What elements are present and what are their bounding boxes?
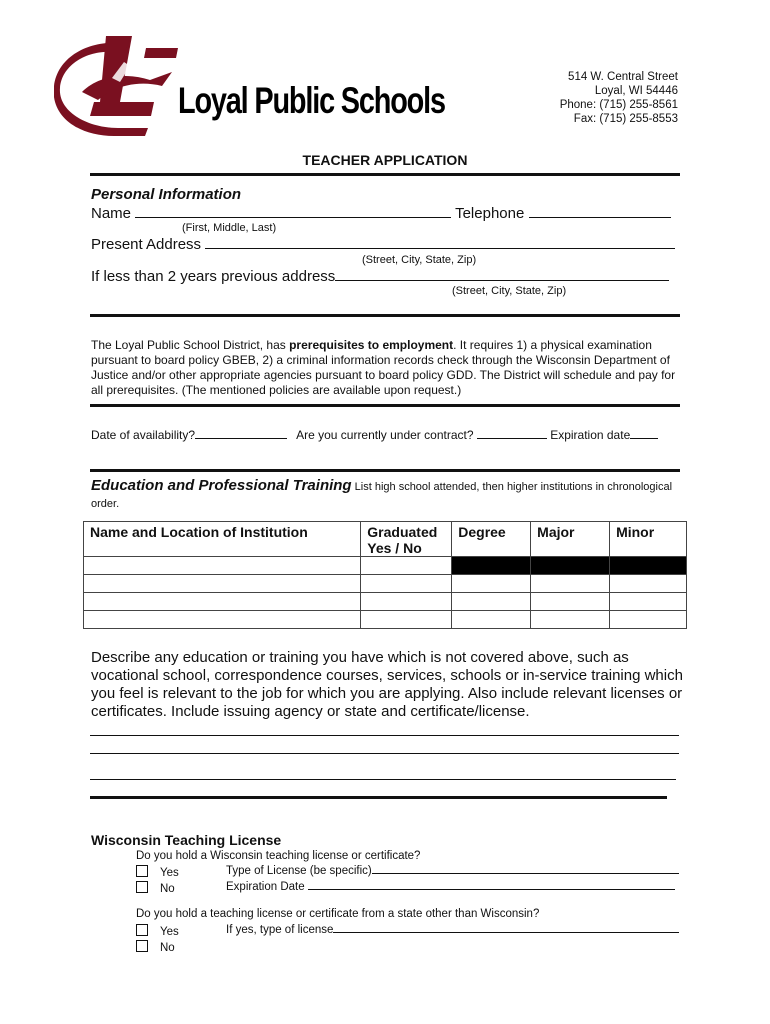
address-field[interactable] (205, 248, 675, 249)
col-major: Major (531, 522, 610, 557)
yes-label: Yes (160, 867, 179, 879)
table-cell[interactable] (84, 611, 361, 629)
describe-training-text: Describe any education or training you have which is not covered above, such as vocational school, correspondence courses, services, schools or in-service training which you feel is relevant to the job for which you are applying. Also include relevant licenses or certificates. Include issuing agency or state and certificate/license. (91, 649, 683, 720)
table-row (84, 575, 687, 593)
table-cell[interactable] (84, 593, 361, 611)
table-cell (452, 557, 531, 575)
telephone-field[interactable] (529, 217, 671, 218)
other-state-no-label: No (160, 942, 175, 954)
education-intro (91, 478, 683, 512)
education-heading: Education and Professional Training (91, 477, 352, 494)
address-line: 514 W. Central Street (568, 71, 678, 83)
expiration-label: Expiration date (550, 428, 631, 442)
table-cell[interactable] (361, 557, 452, 575)
address-hint: (Street, City, State, Zip) (362, 254, 477, 266)
name-label: Name (91, 205, 132, 222)
address-line: Loyal, WI 54446 (594, 85, 678, 97)
prereq-intro: The Loyal Public School District, has (91, 338, 290, 352)
table-row (84, 557, 687, 575)
col-yes-no-label: Yes / No (367, 540, 422, 556)
table-cell (531, 557, 610, 575)
address-label: Present Address (91, 236, 202, 253)
answer-line[interactable] (90, 735, 679, 736)
telephone-label: Telephone (455, 205, 525, 222)
prereq-bold: prerequisites to employment (289, 338, 454, 352)
table-header-row (84, 522, 687, 557)
license-question-1: Do you hold a Wisconsin teaching license or certificate? (136, 850, 421, 862)
divider (90, 796, 667, 799)
availability-field[interactable] (195, 438, 287, 439)
table-cell[interactable] (84, 575, 361, 593)
col-graduated (361, 522, 452, 557)
prereq-rest: . It requires 1) a physical examination pursuant to board policy GBEB, 2) a criminal information records check through the Wisconsin Department of Justice and/or other appropriate agencies pursuant to board policy GDD. The District will schedule and pay for all prerequisites. (The mentioned policies are available upon request.) (91, 338, 676, 397)
license-expiration-field[interactable] (308, 889, 675, 890)
expiration-field[interactable] (630, 438, 658, 439)
no-label: No (160, 883, 175, 895)
name-field[interactable] (135, 217, 451, 218)
table-cell[interactable] (361, 593, 452, 611)
contract-label: Are you currently under contract? (296, 428, 474, 442)
other-state-yes-checkbox[interactable] (136, 924, 148, 936)
col-minor: Minor (610, 522, 687, 557)
personal-heading: Personal Information (91, 186, 242, 203)
table-cell[interactable] (610, 593, 687, 611)
table-cell[interactable] (531, 593, 610, 611)
license-heading: Wisconsin Teaching License (91, 832, 282, 848)
table-cell[interactable] (84, 557, 361, 575)
table-cell[interactable] (452, 611, 531, 629)
prerequisites-paragraph (91, 338, 683, 398)
col-graduated-label: Graduated (367, 524, 438, 540)
divider (90, 314, 680, 317)
col-degree: Degree (452, 522, 531, 557)
table-cell[interactable] (452, 593, 531, 611)
divider (90, 469, 680, 472)
answer-line[interactable] (90, 753, 679, 754)
yes-checkbox[interactable] (136, 865, 148, 877)
education-instruction: List high school attended, then higher institutions in chronological order. (91, 481, 673, 510)
form-title: TEACHER APPLICATION (302, 152, 468, 168)
answer-line[interactable] (90, 779, 676, 780)
name-hint: (First, Middle, Last) (182, 222, 277, 234)
table-cell[interactable] (361, 575, 452, 593)
school-name: Loyal Public Schools (178, 80, 445, 121)
table-cell[interactable] (361, 611, 452, 629)
divider (90, 404, 680, 407)
fax-line: Fax: (715) 255-8553 (573, 113, 678, 125)
table-cell[interactable] (610, 575, 687, 593)
expiration-date-label: Expiration Date (226, 881, 305, 893)
col-institution: Name and Location of Institution (84, 522, 361, 557)
license-type-field[interactable] (372, 873, 679, 874)
table-row (84, 593, 687, 611)
if-yes-label: If yes, type of license (226, 924, 334, 936)
school-logo (54, 32, 184, 136)
no-checkbox[interactable] (136, 881, 148, 893)
availability-label: Date of availability? (91, 428, 196, 442)
table-cell (610, 557, 687, 575)
contract-field[interactable] (477, 438, 547, 439)
phone-line: Phone: (715) 255-8561 (559, 99, 678, 111)
table-row (84, 611, 687, 629)
license-question-2: Do you hold a teaching license or certificate from a state other than Wisconsin? (136, 908, 540, 920)
other-state-yes-label: Yes (160, 926, 179, 938)
table-cell[interactable] (610, 611, 687, 629)
table-cell[interactable] (531, 575, 610, 593)
education-table (83, 521, 687, 629)
prev-address-label: If less than 2 years previous address (91, 268, 336, 285)
table-cell[interactable] (452, 575, 531, 593)
table-cell[interactable] (531, 611, 610, 629)
license-type-label: Type of License (be specific) (226, 865, 372, 877)
prev-address-field[interactable] (335, 280, 669, 281)
prev-address-hint: (Street, City, State, Zip) (452, 285, 567, 297)
school-address (560, 70, 678, 126)
other-state-no-checkbox[interactable] (136, 940, 148, 952)
other-license-type-field[interactable] (333, 932, 679, 933)
divider (90, 173, 680, 176)
